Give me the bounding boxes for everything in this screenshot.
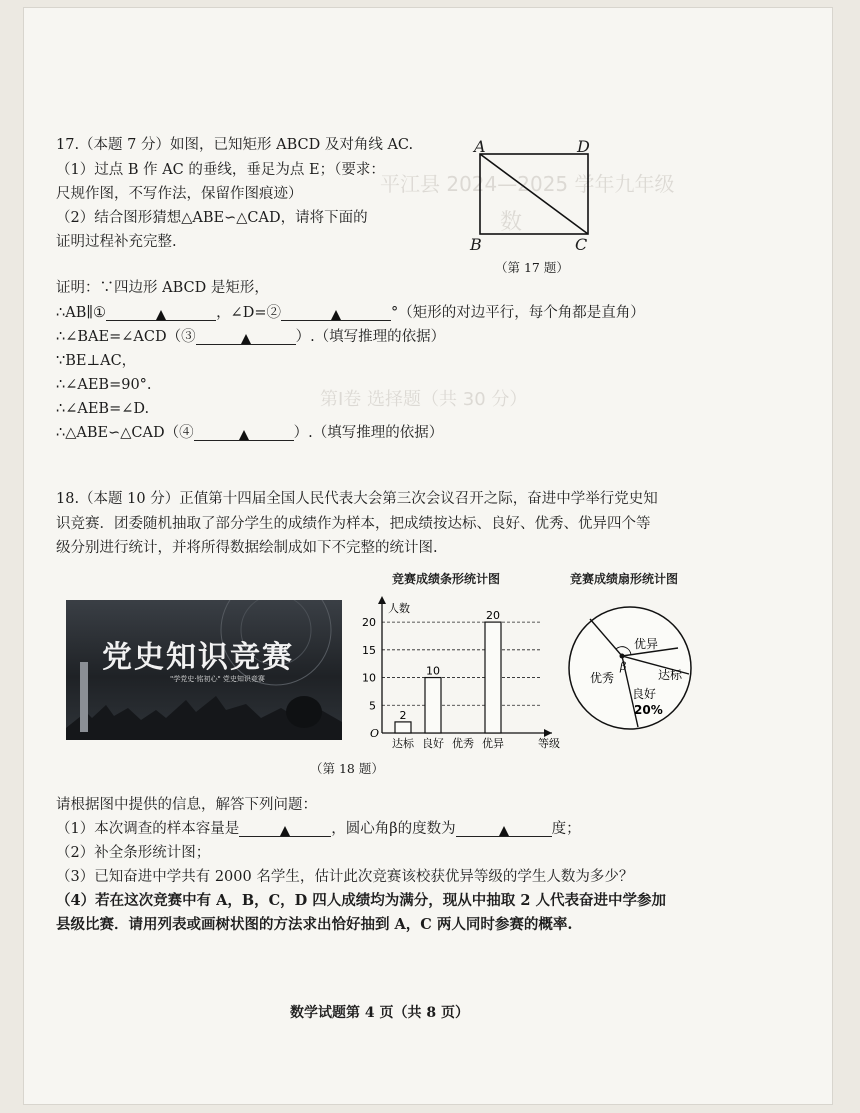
y-tick-10: 10 — [362, 671, 376, 685]
q18-part1 — [56, 817, 581, 841]
bar-0 — [395, 722, 411, 733]
bar-1 — [425, 678, 441, 733]
proof-line4: ∵BE⊥AC， — [56, 353, 137, 369]
bleed-through-subject: 数 — [500, 210, 523, 235]
proof-l3b: ）.（填写推理的依据） — [295, 329, 446, 345]
x-tick-3: 优异 — [482, 737, 504, 750]
banner-title: 党史知识竞赛 — [102, 640, 294, 675]
blank-sample-size[interactable] — [239, 820, 331, 837]
bar-value-label-0: 2 — [399, 708, 407, 722]
q18-figure-caption: （第 18 题） — [310, 761, 384, 776]
bar-value-label-3: 20 — [486, 609, 500, 623]
q17-line3: 尺规作图，不写作法，保留作图痕迹） — [56, 186, 303, 202]
pie-chart — [560, 598, 700, 738]
proof-line5: ∴∠AEB=90°. — [56, 377, 152, 393]
proof-line3 — [56, 325, 445, 349]
y-tick-20: 20 — [362, 616, 376, 630]
pie-label-youyi: 优异 — [634, 637, 659, 651]
blank-marker-icon — [239, 430, 249, 440]
bar-3 — [485, 622, 501, 733]
blank-marker-icon — [241, 334, 251, 344]
quiz-banner-image — [66, 600, 342, 740]
blank-2[interactable] — [281, 304, 391, 321]
blank-angle-beta[interactable] — [456, 820, 552, 837]
pie-label-lianghao-pct: 20% — [634, 703, 663, 717]
proof-l3a: ∴∠BAE=∠ACD（③ — [56, 329, 196, 345]
blank-4[interactable] — [194, 424, 294, 441]
bar-value-label-1: 10 — [426, 664, 440, 678]
bar-chart — [350, 590, 570, 750]
bleed-through-title: 平江县 2024—2025 学年九年级 — [380, 172, 675, 196]
proof-l2c: °（矩形的对边平行，每个角都是直角） — [391, 305, 645, 321]
proof-line7 — [56, 421, 443, 445]
q18-line3: 级分别进行统计，并将所得数据绘制成如下不完整的统计图. — [56, 540, 438, 556]
bleed-through-section: 第Ⅰ卷 选择题（共 30 分） — [320, 389, 528, 410]
blank-marker-icon — [156, 310, 166, 320]
q18-q1b: ，圆心角β的度数为 — [331, 821, 456, 837]
proof-line6: ∴∠AEB=∠D. — [56, 401, 150, 417]
pie-label-lianghao: 良好 — [632, 687, 657, 701]
pie-label-beta: β — [620, 660, 627, 673]
pie-label-dabiao: 达标 — [658, 668, 683, 682]
q17-line4: （2）结合图形猜想△ABE∽△CAD，请将下面的 — [56, 210, 368, 226]
q17-label-d: D — [577, 137, 590, 156]
y-tick-15: 15 — [362, 643, 376, 657]
x-tick-0: 达标 — [392, 737, 414, 750]
q18-q1a: （1）本次调查的样本容量是 — [56, 821, 240, 837]
q17-line2: （1）过点 B 作 AC 的垂线，垂足为点 E；（要求： — [56, 162, 385, 178]
pie-center-point — [620, 654, 625, 659]
q17-label-b: B — [470, 235, 482, 254]
blank-marker-icon — [499, 826, 509, 836]
x-tick-1: 良好 — [422, 737, 444, 750]
q17-label-c: C — [575, 235, 588, 254]
q17-label-a: A — [474, 137, 486, 156]
q18-part4b: 县级比赛．请用列表或画树状图的方法求出恰好抽到 A，C 两人同时参赛的概率. — [56, 916, 573, 933]
q18-q1c: 度； — [551, 821, 581, 837]
y-axis-label: 人数 — [388, 602, 410, 615]
blank-marker-icon — [280, 826, 290, 836]
proof-l7b: ）.（填写推理的依据） — [293, 425, 444, 441]
pie-label-youxiu: 优秀 — [590, 671, 615, 685]
q18-line1: 18.（本题 10 分）正值第十四届全国人民代表大会第三次会议召开之际，奋进中学举行党史知 — [56, 491, 658, 507]
y-tick-5: 5 — [369, 699, 376, 713]
proof-line1: 证明：∵四边形 ABCD 是矩形， — [56, 280, 269, 296]
x-axis-arrow-icon — [544, 729, 552, 737]
proof-line2 — [56, 301, 645, 325]
blank-marker-icon — [331, 310, 341, 320]
proof-l7a: ∴△ABE∽△CAD（④ — [56, 425, 194, 441]
q18-part4a: （4）若在这次竞赛中有 A，B，C，D 四人成绩均为满分，现从中抽取 2 人代表奋进中学参加 — [56, 892, 666, 909]
q18-intro: 请根据图中提供的信息，解答下列问题： — [56, 797, 317, 813]
x-tick-2: 优秀 — [452, 737, 474, 750]
banner-subtitle: "学党史·铭初心" 党史知识竞赛 — [170, 675, 265, 683]
bar-chart-title: 竞赛成绩条形统计图 — [392, 572, 501, 586]
q17-line1: 17.（本题 7 分）如图，已知矩形 ABCD 及对角线 AC. — [56, 137, 414, 153]
proof-l2b: ，∠D=② — [216, 305, 281, 321]
pie-chart-title: 竞赛成绩扇形统计图 — [570, 572, 679, 586]
q17-figure-caption: （第 17 题） — [495, 260, 569, 275]
q18-part2: （2）补全条形统计图； — [56, 845, 211, 861]
q18-part3: （3）已知奋进中学共有 2000 名学生，估计此次竞赛该校获优异等级的学生人数为多少？ — [56, 869, 634, 885]
q17-line5: 证明过程补充完整. — [56, 234, 177, 250]
origin-label: O — [370, 727, 380, 740]
blank-1[interactable] — [106, 304, 216, 321]
blank-3[interactable] — [196, 328, 296, 345]
q18-line2: 识竞赛．团委随机抽取了部分学生的成绩作为样本，把成绩按达标、良好、优秀、优异四个等 — [56, 516, 651, 532]
x-axis-label: 等级 — [538, 737, 560, 750]
y-axis-arrow-icon — [378, 596, 386, 604]
proof-l2a: ∴AB∥① — [56, 305, 107, 321]
page-footer: 数学试题第 4 页（共 8 页） — [290, 1005, 469, 1021]
